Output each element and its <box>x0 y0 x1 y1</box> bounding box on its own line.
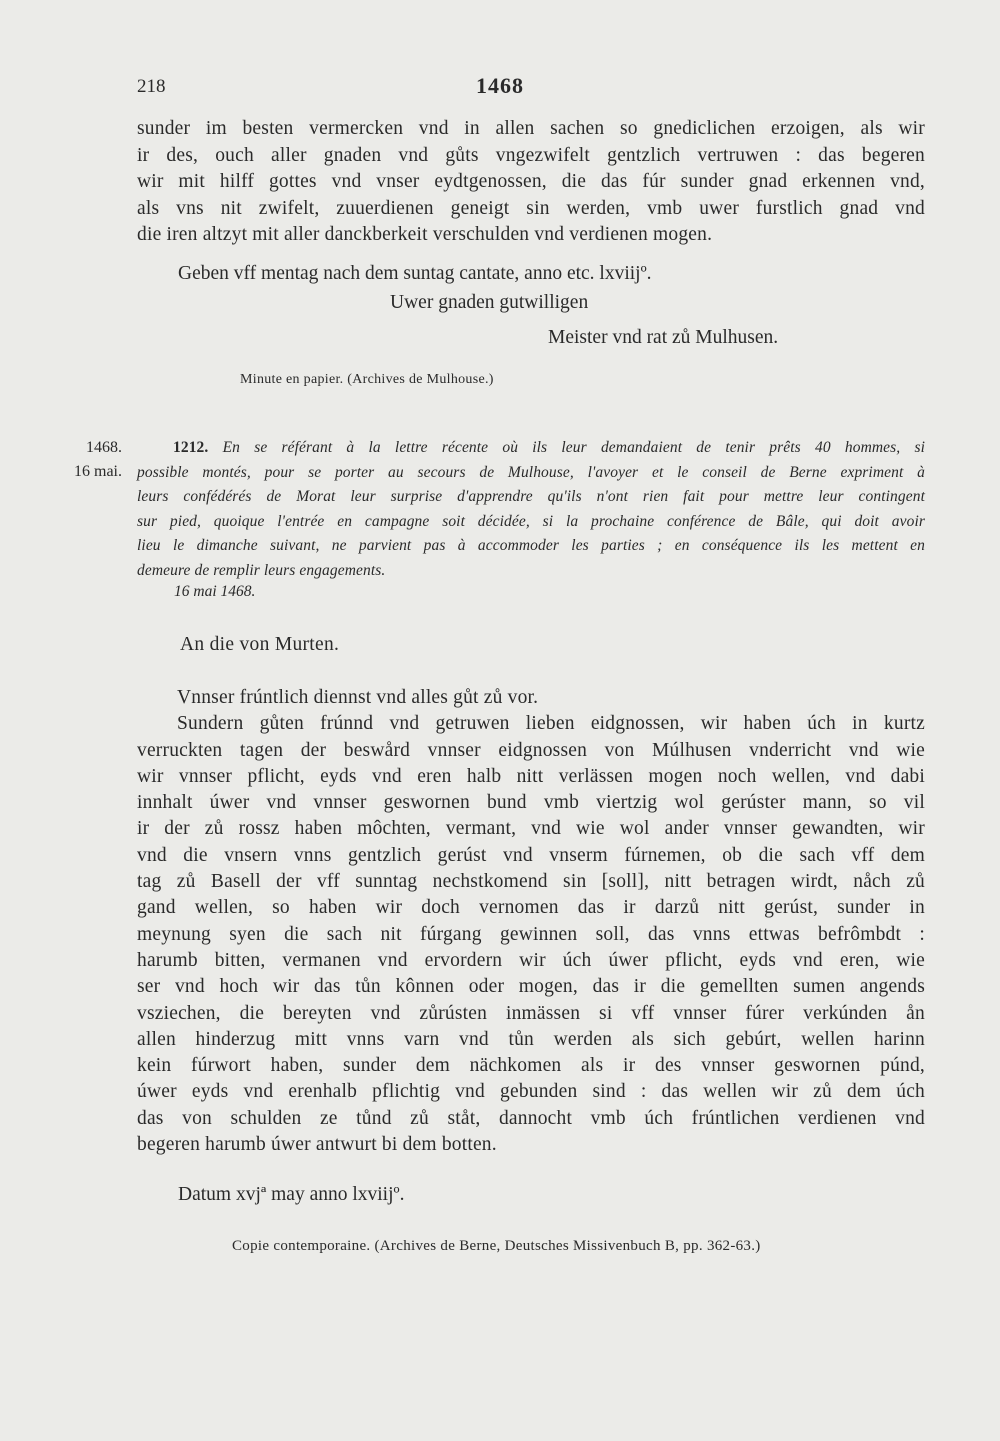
letter2-line: Sundern gůten frúnnd vnd getruwen lieben eidgnossen, wir haben úch in kurtz <box>177 713 925 735</box>
entry-first-line <box>137 436 925 461</box>
letter2-line: gand wellen, so haben wir doch vernomen das ir darzů nitt gerúst, sunder in <box>137 897 925 919</box>
letter2-salutation: Vnnser frúntlich diennst vnd alles gůt zů vor. <box>177 687 539 708</box>
letter2-body <box>137 685 925 1158</box>
letter1-line: als vns nit zwifelt, zuuerdienen geneigt sin werden, vmb uwer furstlich gnad vnd <box>137 197 925 219</box>
page-number: 218 <box>137 76 166 97</box>
letter2-line: verruckten tagen der beswård vnnser eidgnossen von Múlhusen vnderricht vnd wie <box>137 739 925 761</box>
letter2-dating: Datum xvjª may anno lxviijº. <box>178 1184 405 1205</box>
letter2-line: meynung syen die sach nit fúrgang gewinnen soll, das vnns ettwas befrômbdt : <box>137 923 925 945</box>
entry-line: lieu le dimanche suivant, ne parvient pas à accommoder les parties ; en conséquence ils les mettent en <box>137 537 925 554</box>
letter2-line: kein fúrwort haben, sunder dem nächkomen als ir des vnnser geswornen púnd, <box>137 1055 925 1077</box>
margin-date: 16 mai. <box>74 463 122 480</box>
letter2-line: ir der zů rossz haben môchten, vermant, vnd wie wol ander vnnser gewandten, wir <box>137 818 925 840</box>
letter1-line: sunder im besten vermercken vnd in allen sachen so gnediclichen erzoigen, als wir <box>137 118 925 139</box>
letter2-line: úwer eyds vnd erenhalb pflichtig vnd gebunden sind : das wellen wir zů dem úch <box>137 1081 925 1103</box>
entry-line: sur pied, quoique l'entrée en campagne soit décidée, si la prochaine conférence de Bâle, qui doit avoir <box>137 512 925 530</box>
letter2-line: vsziechen, die bereyten vnd zůrústen inmässen si vff vnnser fúrer verkúnden ån <box>137 1002 925 1024</box>
letter1-body <box>137 116 925 249</box>
letter2-line: das von schulden ze tůnd zů ståt, dannocht vmb úch frúntlichen verdienen vnd <box>137 1107 925 1129</box>
entry-line: En se référant à la lettre récente où ils leur demandaient de tenir prêts 40 hommes, si <box>222 439 925 456</box>
entry-number: 1212. <box>173 439 209 456</box>
entry-line: demeure de remplir leurs engagements. <box>137 561 386 579</box>
letter2-line: begeren harumb úwer antwurt bi dem botten. <box>137 1134 497 1156</box>
letter2-line: innhalt úwer vnd vnnser geswornen bund vmb viertzig wol gerúster mann, so vil <box>137 792 925 814</box>
entry-line: possible montés, pour se porter au secours de Mulhouse, l'avoyer et le conseil de Berne expriment à <box>137 463 925 481</box>
letter1-line: ir des, ouch aller gnaden vnd gůts vngezwifelt gentzlich vertruwen : das begeren <box>137 144 925 166</box>
letter2-line: vnd die vnsern vnns gentzlich gerúst vnd vnserm fúrnemen, ob die sach vff dem <box>137 844 925 866</box>
entry-line: leurs confédérés de Morat leur surprise d'apprendre qu'ils n'ont rien fait pour mettre leur contingent <box>137 488 925 505</box>
letter2-source-note: Copie contemporaine. (Archives de Berne, Deutsches Missivenbuch B, pp. 362-63.) <box>232 1238 761 1254</box>
letter1-closing: Uwer gnaden gutwilligen <box>390 292 589 313</box>
letter1-source-note: Minute en papier. (Archives de Mulhouse.) <box>240 372 494 387</box>
letter2-line: allen hinderzug mitt vnns varn vnd tůn werden als sich gebúrt, wellen harinn <box>137 1028 925 1050</box>
running-head-year: 1468 <box>476 73 524 98</box>
letter2-line: ser vnd hoch wir das tůn kônnen oder mogen, das ir die gemellten sumen angends <box>137 976 925 998</box>
letter2-line: wir vnnser pflicht, eyds vnd eren halb nitt verlässen mogen noch wellen, vnd dabi <box>137 765 925 787</box>
letter2-line: tag zů Basell der vff sunntag nechstkomend sin [soll], nitt betragen wirdt, nåch zů <box>137 871 925 893</box>
entry-summary <box>137 436 925 583</box>
letter2-address: An die von Murten. <box>180 634 340 655</box>
margin-year: 1468. <box>86 439 122 456</box>
letter1-signature: Meister vnd rat zů Mulhusen. <box>548 327 779 348</box>
entry-date: 16 mai 1468. <box>174 583 256 600</box>
letter1-dating: Geben vff mentag nach dem suntag cantate, anno etc. lxviijº. <box>178 263 652 284</box>
letter1-line: wir mit hilff gottes vnd vnser eydtgenossen, die das fúr sunder gnad erkennen vnd, <box>137 171 925 192</box>
letter2-line: harumb bitten, vermanen vnd ervordern wir úch úwer pflicht, eyds vnd eren, wie <box>137 949 925 971</box>
letter1-line: die iren altzyt mit aller danckberkeit verschulden vnd verdienen mogen. <box>137 224 713 245</box>
